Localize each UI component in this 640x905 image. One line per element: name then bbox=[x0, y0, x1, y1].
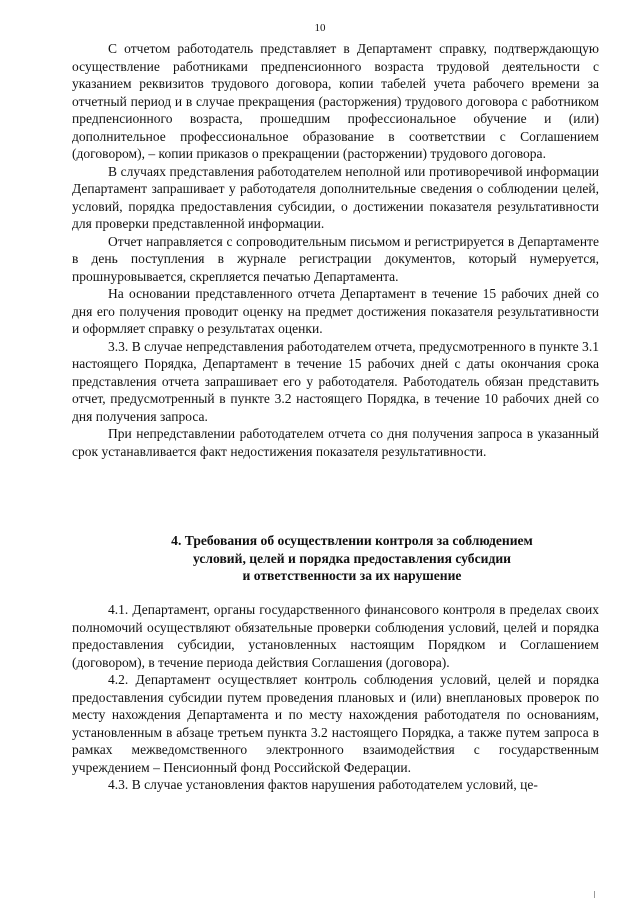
paragraph-report-assessment: На основании представленного отчета Департамент в течение 15 рабочих дней со дня его получения проводит оценку на предмет достижения показателя результативности и оформляет справку о результатах оценки. bbox=[72, 286, 599, 336]
paragraph-3-3: 3.3. В случае непредставления работодателем отчета, предусмотренного в пункте 3.1 настоящего Порядка, Департамент в течение 15 рабочих дней с даты окончания срока представления отчета запрашивает его у работодателя. Работодатель обязан представить отчет, предусмотренный в пункте 3.2 настоящего Порядка, в течение 10 рабочих дней со дня получения запроса. bbox=[72, 338, 599, 424]
section-heading-line-2: условий, целей и порядка предоставления субсидии bbox=[192, 550, 512, 566]
section-heading bbox=[72, 532, 632, 585]
paragraph-4-2: 4.2. Департамент осуществляет контроль соблюдения условий, целей и порядка предоставления субсидии путем проведения плановых и (или) внеплановых проверок по месту нахождения Департамента и по месту нахождения работодателя по основаниям, установленным в абзаце третьем пункта 3.2 настоящего Порядка, а также путем запроса в рамках межведомственного электронного взаимодействия с государственным учреждением – Пенсионный фонд Российской Федерации. bbox=[72, 672, 599, 775]
paragraph-non-submission: При непредставлении работодателем отчета со дня получения запроса в указанный срок устанавливается факт недостижения показателя результативности. bbox=[72, 426, 599, 459]
page-number: 10 bbox=[314, 22, 326, 34]
section-heading-line-1: 4. Требования об осуществлении контроля за соблюдением bbox=[171, 533, 533, 548]
body-text-bottom bbox=[72, 601, 599, 794]
paragraph-report-attachments: С отчетом работодатель представляет в Департамент справку, подтверждающую осуществление работниками предпенсионного возраста трудовой деятельности с указанием реквизитов трудового договора, копии табелей учета рабочего времени за отчетный период и в случае прекращения (расторжения) трудового договора с работником предпенсионного возраста, прошедшим профессиональное обучение и (или) дополнительное профессиональное образование в соответствии с Соглашением (договором), – копии приказов о прекращении (расторжении) трудового договора. bbox=[72, 41, 599, 161]
body-text-top bbox=[72, 40, 599, 460]
paragraph-incomplete-info: В случаях представления работодателем неполной или противоречивой информации Департамент запрашивает у работодателя дополнительные сведения о соблюдении целей, условий, порядка предоставления субсидии, о достижении показателя результативности для проверки представленной информации. bbox=[72, 163, 599, 231]
paragraph-4-3: 4.3. В случае установления фактов нарушения работодателем условий, це- bbox=[108, 777, 538, 792]
scan-edge-mark bbox=[594, 891, 595, 898]
paragraph-4-1: 4.1. Департамент, органы государственного финансового контроля в пределах своих полномочий осуществляют обязательные проверки соблюдения условий, целей и порядка предоставления субсидии, установленных настоящим Порядком и Соглашением (договором), в течение периода действия Соглашения (договора). bbox=[72, 602, 599, 670]
section-heading-line-3: и ответственности за их нарушение bbox=[242, 568, 462, 583]
paragraph-report-registration: Отчет направляется с сопроводительным письмом и регистрируется в Департаменте в день поступления в журнале регистрации документов, который нумеруется, прошнуровывается, скрепляется печатью Департамента. bbox=[72, 233, 599, 284]
